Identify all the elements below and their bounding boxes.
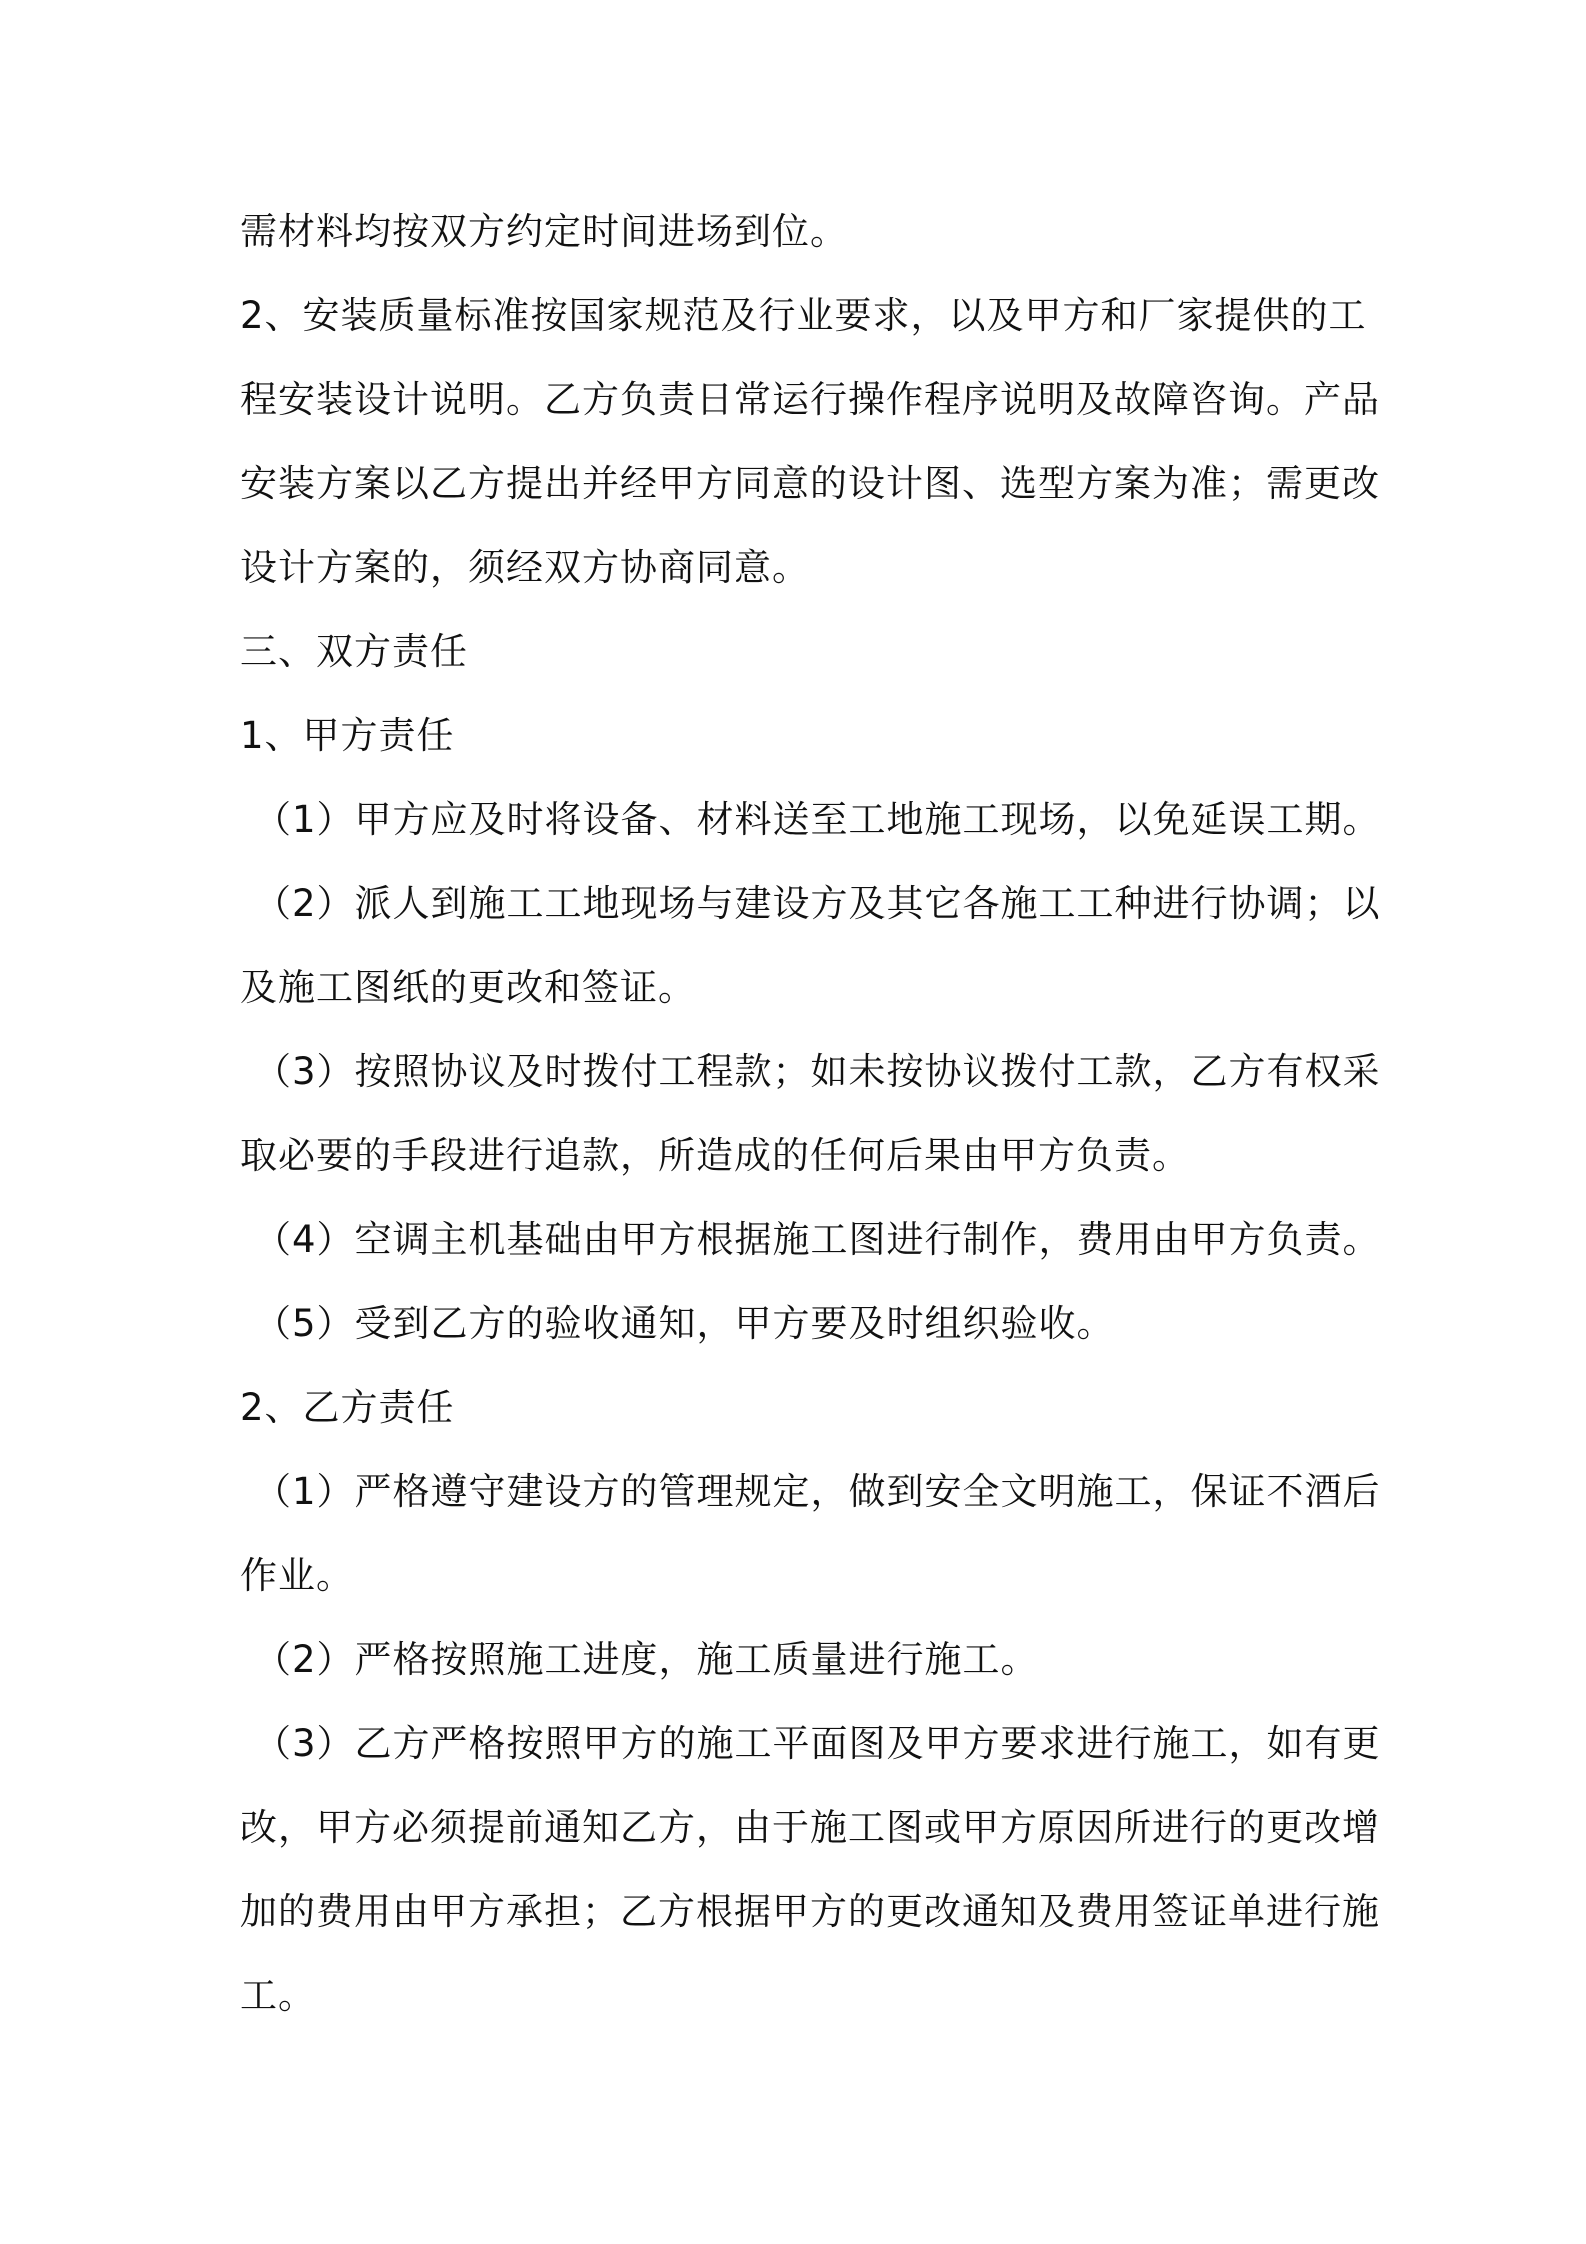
list-item: （3）乙方严格按照甲方的施工平面图及甲方要求进行施工，如有更	[254, 1722, 1381, 1765]
text-line: 作业。	[240, 1554, 354, 1597]
subsection-heading: 1、甲方责任	[240, 714, 455, 757]
section-heading: 三、双方责任	[240, 630, 468, 673]
list-item: （5）受到乙方的验收通知，甲方要及时组织验收。	[254, 1302, 1115, 1345]
text-line: 程安装设计说明。乙方负责日常运行操作程序说明及故障咨询。产品	[240, 378, 1380, 421]
text-line: 加的费用由甲方承担；乙方根据甲方的更改通知及费用签证单进行施	[240, 1890, 1380, 1933]
text-line: 取必要的手段进行追款，所造成的任何后果由甲方负责。	[240, 1134, 1190, 1177]
list-item: （1）严格遵守建设方的管理规定，做到安全文明施工，保证不酒后	[254, 1470, 1381, 1513]
document-body	[240, 190, 1381, 2038]
list-item: （3）按照协议及时拨付工程款；如未按协议拨付工款，乙方有权采	[254, 1050, 1381, 1093]
subsection-heading: 2、乙方责任	[240, 1386, 455, 1429]
list-item: （2）派人到施工工地现场与建设方及其它各施工工种进行协调；以	[254, 882, 1381, 925]
list-item: （1）甲方应及时将设备、材料送至工地施工现场，以免延误工期。	[254, 798, 1381, 841]
text-line: 工。	[240, 1974, 316, 2017]
list-item: （4）空调主机基础由甲方根据施工图进行制作，费用由甲方负责。	[254, 1218, 1381, 1261]
text-line: 及施工图纸的更改和签证。	[240, 966, 696, 1009]
text-line: 设计方案的，须经双方协商同意。	[240, 546, 810, 589]
text-line: 安装方案以乙方提出并经甲方同意的设计图、选型方案为准；需更改	[240, 462, 1380, 505]
text-line: 2、安装质量标准按国家规范及行业要求，以及甲方和厂家提供的工	[240, 294, 1367, 337]
text-line: 需材料均按双方约定时间进场到位。	[240, 210, 848, 253]
text-line: 改，甲方必须提前通知乙方，由于施工图或甲方原因所进行的更改增	[240, 1806, 1380, 1849]
list-item: （2）严格按照施工进度，施工质量进行施工。	[254, 1638, 1039, 1681]
